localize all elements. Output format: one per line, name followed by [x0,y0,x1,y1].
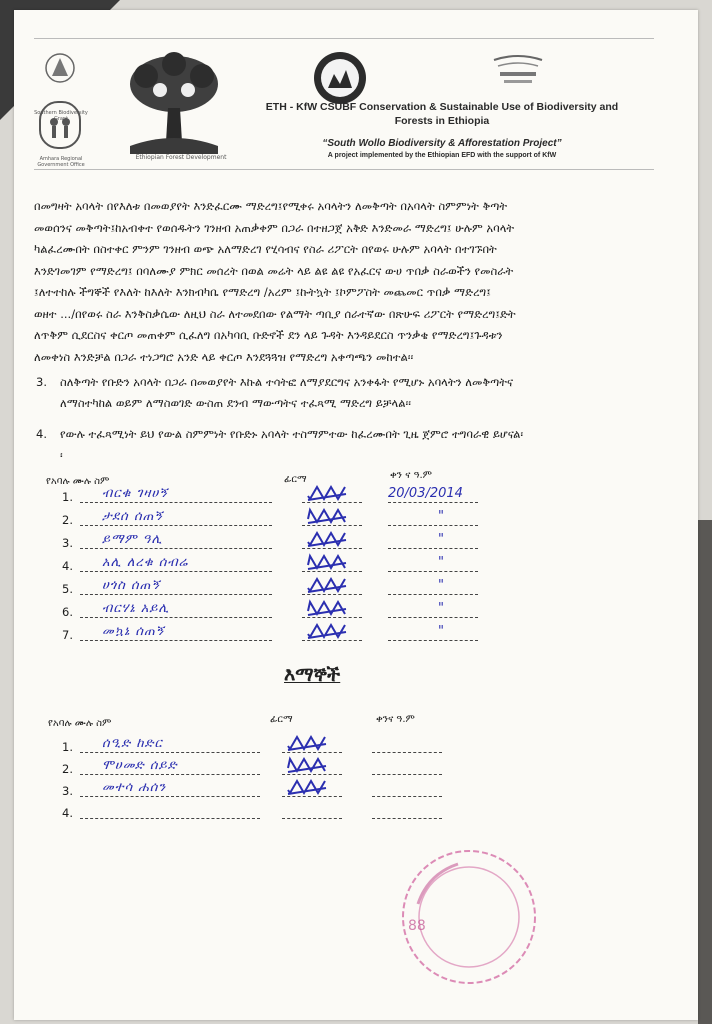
signature-row [62,601,482,623]
handwritten-date: " [438,509,444,524]
row-number: 3. [62,784,73,798]
witnesses-heading: እማኞች [284,664,341,686]
handwritten-name: ሀጎስ ሰጠኝ [102,578,161,593]
name-line [80,774,260,775]
partner-caption-2: Amhara Regional Government Office [37,156,85,168]
name-line [80,617,272,618]
date-line [388,502,478,503]
name-line [80,502,272,503]
signature-row [62,486,482,508]
partner-caption: Southern Biodiversity Grant [34,110,88,122]
handwritten-date: " [438,578,444,593]
partner-logo-icon [32,50,88,150]
clause-number: 3. [36,375,47,389]
date-line [372,774,442,775]
handwritten-name: ብርቁ ገዛሀኝ [102,486,169,501]
signature-row [62,736,482,758]
name-line [80,548,272,549]
handwritten-name: ሞሀመድ ሰይድ [102,758,178,773]
handwritten-date: " [438,624,444,639]
paragraph-line: ለጥቅም ሲደርስና ቀርጦ መጠቀም ሲፈለግ በአካባቢ ቡድኖች ደን ላይ ጉዳት እንዳይደርስ ጥንቃቄ የማድረግ፤ጉዳቱን [34,328,503,342]
handwritten-date: " [438,532,444,547]
name-line [80,796,260,797]
date-line [388,594,478,595]
date-line [372,752,442,753]
date-line [388,571,478,572]
witness-col-signature: ፊርማ [270,714,293,725]
project-title-line-1: ETH - KfW CSUBF Conservation & Sustainable Use of Biodiversity and [265,101,619,113]
paragraph-line: መወሰንና መቅጣት፤ከአብቀተ የወሰዱትን ገንዘብ አጠቃቀም በጋራ በተዘጋጀ አቅድ እንድመራ ማድረግ፤ ሁሉም አባላት [34,220,515,235]
handwritten-name: ሰዒድ ከድር [102,736,163,751]
row-number: 6. [62,605,73,619]
row-number: 7. [62,628,73,642]
date-line [388,640,478,641]
project-implementation-note: A project implemented by the Ethiopian EFD with the support of KfW [327,152,557,159]
signature-row [62,780,482,802]
handwritten-date: 20/03/2014 [388,486,463,501]
clause-line: ስለቅጣት የቡድን አባላት በጋራ በመወያየት እኩል ተሳትፎ ለማያደርግና አንቀፋት የሚሆኑ አባላትን ለመቅጣትና [60,375,514,389]
scan-shadow-edge [698,520,712,1024]
signature-row [62,555,482,577]
handwritten-signature-icon [306,553,352,575]
handwritten-signature-icon [306,484,352,506]
signature-row [62,802,482,824]
clause-line: ለማስተካከል ወይም ለማስወገድ ውስጠ ደንብ ማውጣትና ተፈጻሚ ማድረግ ይቻላል፡፡ [60,396,411,410]
row-number: 2. [62,762,73,776]
row-number: 5. [62,582,73,596]
handwritten-name: ታደሰ ሰጠኝ [102,509,164,524]
paragraph-line: ካልፈረሙበት በስተቀር ምንም ገንዘብ ወጭ አለማድረገ የሂሳብና የስራ ሪፖርት በየወሩ ሁሉም አባላት በተገኙበት [34,242,497,256]
handwritten-name: አሊ ለረቁ ሰብሬ [102,555,189,570]
paragraph-line: በመግዛት አባላት በየእለቱ በመወያየት እንድፈርሙ ማድረግ፤የሚቀሩ አባላትን ለመቅጣት በአባላት ስምምነት ቅጣት [34,199,508,213]
project-title-line-2: Forests in Ethiopia [394,115,490,127]
handwritten-signature-icon [286,756,332,778]
witness-col-date: ቀንና ዓ.ም [376,714,415,725]
clause-number: 4. [36,427,47,441]
handwritten-date: " [438,601,444,616]
signature-line [282,818,342,819]
row-number: 1. [62,490,73,504]
clause-line: ፡ [60,448,63,462]
signature-row [62,758,482,780]
handwritten-signature-icon [306,530,352,552]
handwritten-signature-icon [306,507,352,529]
kfw-logo-icon [490,52,546,92]
handwritten-name: መተሳ ሐሰን [102,780,167,795]
svg-text:88: 88 [408,918,426,934]
signature-row [62,532,482,554]
paragraph-line: ፤ለተተከሉ ችግኞች የእለት ከእለት እንክብካቤ የማድረግ /አረም ፤ኩትኳት ፤ኮምፖስት መጨመር ጥበቃ ማድረግ፤ [34,285,491,299]
handwritten-signature-icon [286,734,332,756]
handwritten-name: ብርሃኔ አይሊ [102,601,170,616]
name-line [80,752,260,753]
members-col-signature: ፊርማ [284,474,307,485]
date-line [388,525,478,526]
witness-col-name: የአባሉ ሙሉ ስም [48,718,112,729]
paragraph-line: ለመቀነስ እንድቻል በጋራ ተነጋግሮ አንድ ላይ ቀርጦ እንደጓጓዝ የማድረግ አቀጣጫን መከተል፡፡ [34,349,414,364]
row-number: 1. [62,740,73,754]
date-line [388,617,478,618]
handwritten-signature-icon [306,576,352,598]
date-line [388,548,478,549]
name-line [80,818,260,819]
document-page [14,10,698,1020]
name-line [80,525,272,526]
signature-row [62,509,482,531]
official-stamp-icon [398,846,540,988]
row-number: 4. [62,806,73,820]
name-line [80,640,272,641]
project-subtitle: “South Wollo Biodiversity & Afforestation Project” [322,138,562,149]
name-line [80,571,272,572]
handwritten-name: መኳኔ ሰጠኝ [102,624,165,639]
row-number: 3. [62,536,73,550]
paragraph-line: ወዘተ .../በየወሩ ስራ እንቅስቃሴው ለዚህ ስራ ለተመደበው የልማት ጣቢያ ሰራተኛው በጽሁፍ ሪፖርት የማድረግ፤ድት [34,306,516,321]
handwritten-date: " [438,555,444,570]
date-line [372,796,442,797]
efd-caption: Ethiopian Forest Development [135,154,227,161]
row-number: 4. [62,559,73,573]
round-emblem-icon [312,50,368,106]
signature-row [62,624,482,646]
date-line [372,818,442,819]
row-number: 2. [62,513,73,527]
clause-line: የውሉ ተፈጻሚነት ይህ የውል ስምምነት የቡድኑ አባላት ተስማምተው ከፈረሙበት ጊዜ ጀምሮ ተግባራዊ ይሆናል፡ [60,427,524,441]
handwritten-name: ይማም ዓሊ [102,532,163,547]
name-line [80,594,272,595]
project-title [242,100,642,128]
signature-row [62,578,482,600]
paragraph-line: እንድገመገም የማድረግ፤ በባለሙያ ምክር መሰረት በወል መሬት ላይ ልዩ ልዩ የአፈርና ውሀ ጥበቃ ስራወችን የመስራት [34,263,514,278]
members-col-date: ቀን ና ዓ.ም [390,470,433,481]
handwritten-signature-icon [306,622,352,644]
efd-tree-logo-icon [124,50,224,160]
handwritten-signature-icon [306,599,352,621]
handwritten-signature-icon [286,778,332,800]
agreement-paragraph [34,196,674,368]
members-col-name: የአባሉ ሙሉ ስም [46,476,110,487]
